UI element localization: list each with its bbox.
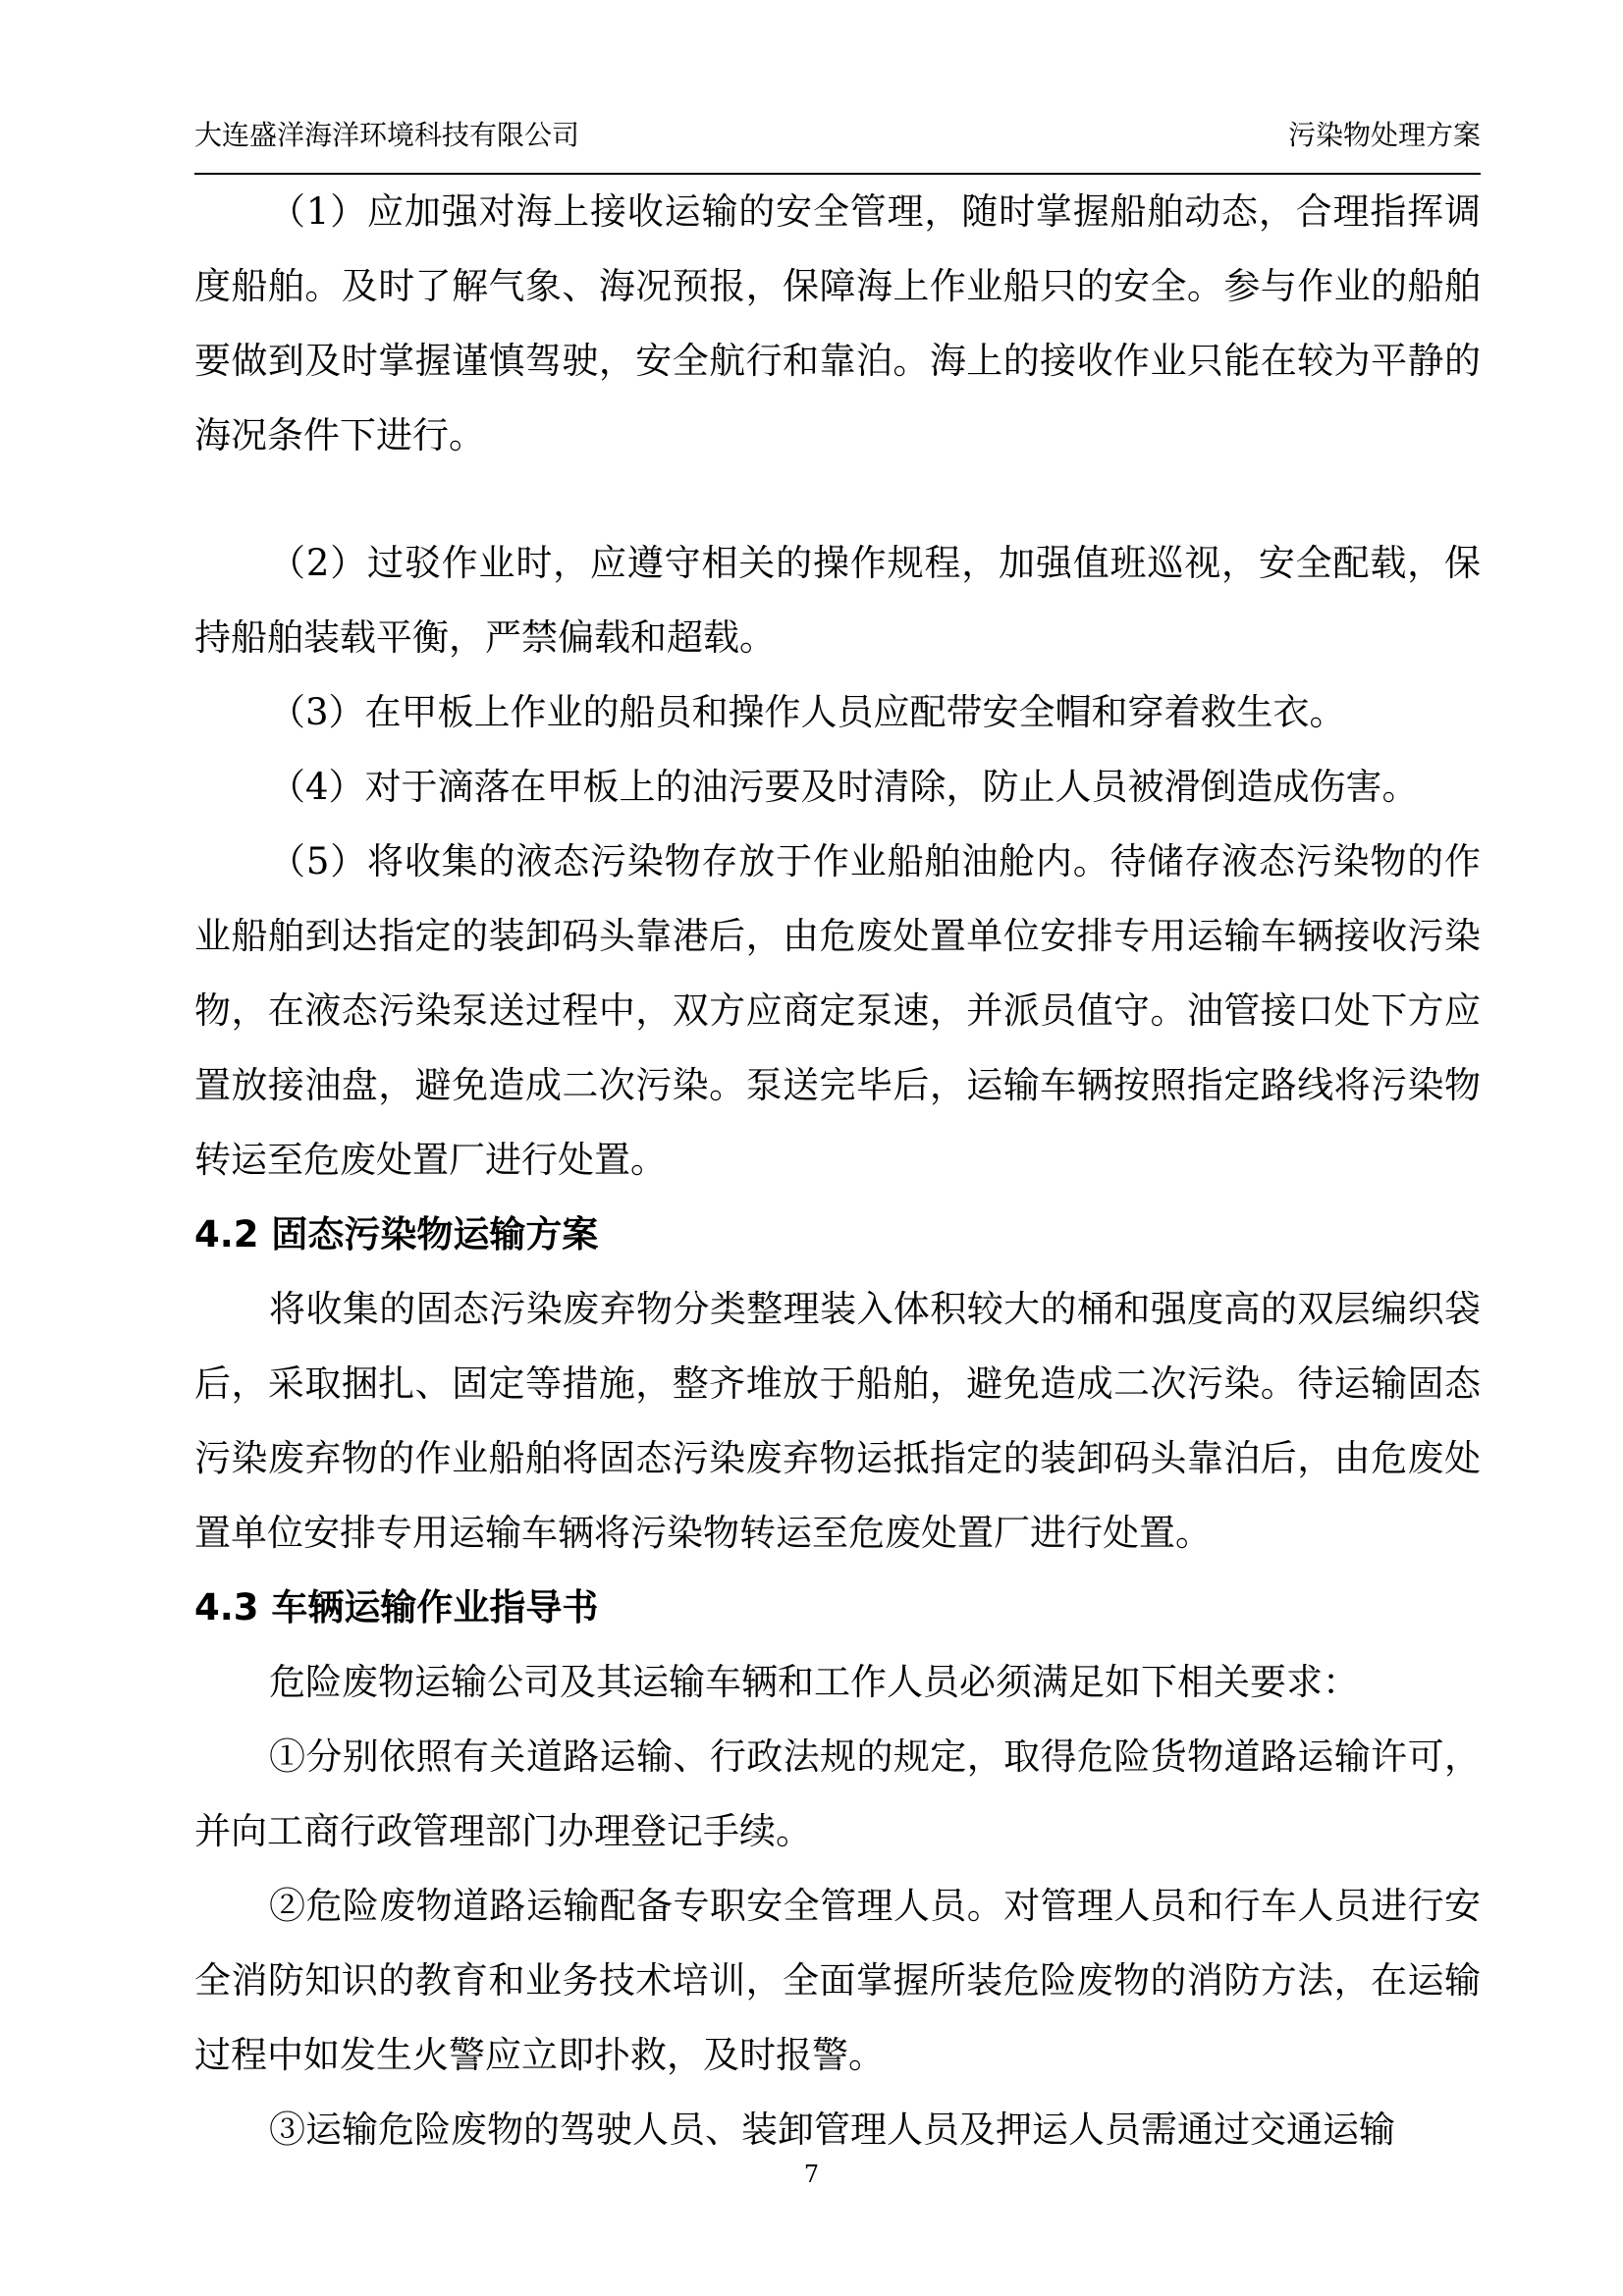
paragraph-safety-5: （5）将收集的液态污染物存放于作业船舶油舱内。待储存液态污染物的作业船舶到达指定的装卸码头靠港后，由危废处置单位安排专用运输车辆接收污染物，在液态污染泵送过程中，双方应商定泵速，并派员值守。油管接口处下方应置放接油盘，避免造成二次污染。泵送完毕后，运输车辆按照指定路线将污染物转运至危废处置厂进行处置。 [194,840,1481,1181]
section-heading-4-2: 4.2 固态污染物运输方案 [194,1213,599,1255]
section-heading-4-3: 4.3 车辆运输作业指导书 [194,1586,599,1629]
paragraph-safety-4: （4）对于滴落在甲板上的油污要及时清除，防止人员被滑倒造成伤害。 [269,766,1419,808]
company-name: 大连盛洋海洋环境科技有限公司 [194,119,580,151]
paragraph-requirements-intro: 危险废物运输公司及其运输车辆和工作人员必须满足如下相关要求： [269,1661,1359,1703]
paragraph-safety-3: （3）在甲板上作业的船员和操作人员应配带安全帽和穿着救生衣。 [269,691,1346,733]
paragraph-solid-transport: 将收集的固态污染废弃物分类整理装入体积较大的桶和强度高的双层编织袋后，采取捆扎、固定等措施，整齐堆放于船舶，避免造成二次污染。待运输固态污染废弃物的作业船舶将固态污染废弃物运抵指定的装卸码头靠泊后，由危废处置单位安排专用运输车辆将污染物转运至危废处置厂进行处置。 [194,1288,1481,1554]
list-item-requirement-2: ②危险废物道路运输配备专职安全管理人员。对管理人员和行车人员进行安全消防知识的教育和业务技术培训，全面掌握所装危险废物的消防方法，在运输过程中如发生火警应立即扑救，及时报警。 [194,1885,1481,2076]
document-title: 污染物处理方案 [1287,119,1481,151]
list-item-requirement-3: ③运输危险废物的驾驶人员、装卸管理人员及押运人员需通过交通运输 [269,2109,1395,2151]
page-body [194,175,1481,2167]
page-number: 7 [803,2161,820,2188]
list-item-requirement-1: ①分别依照有关道路运输、行政法规的规定，取得危险货物道路运输许可，并向工商行政管理部门办理登记手续。 [194,1735,1481,1852]
page-header [194,116,1481,155]
paragraph-safety-1: （1）应加强对海上接收运输的安全管理，随时掌握船舶动态，合理指挥调度船舶。及时了解气象、海况预报，保障海上作业船只的安全。参与作业的船舶要做到及时掌握谨慎驾驶，安全航行和靠泊。海上的接收作业只能在较为平静的海况条件下进行。 [194,190,1481,456]
paragraph-safety-2: （2）过驳作业时，应遵守相关的操作规程，加强值班巡视，安全配载，保持船舶装载平衡，严禁偏载和超载。 [194,542,1481,659]
